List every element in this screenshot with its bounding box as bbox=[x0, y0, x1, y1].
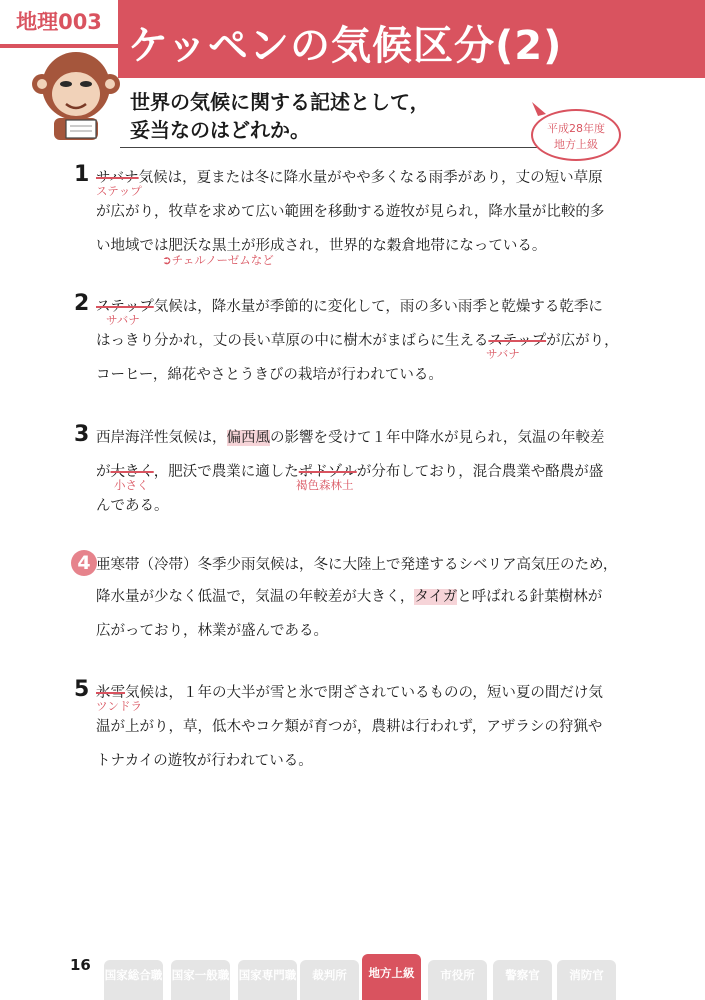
choice-line: コーヒー，綿花やさとうきびの栽培が行われている。 bbox=[96, 367, 443, 383]
correction-label: ツンドラ bbox=[96, 699, 142, 713]
choice-text: が広がり， bbox=[546, 333, 619, 349]
correction-label: サバナ bbox=[486, 347, 520, 361]
choice-text: 気候は，降水量が季節的に変化して，雨の多い雨季と乾燥する乾季に bbox=[153, 299, 603, 315]
question-text bbox=[130, 88, 430, 144]
choice-text: が bbox=[96, 464, 111, 480]
tab-shiyakusho: 市役所 bbox=[428, 960, 487, 1000]
struck-term: 氷雪 bbox=[96, 685, 125, 701]
choice-line bbox=[96, 426, 604, 447]
choice-line: 亜寒帯（冷帯）冬季少雨気候は，冬に大陸上で発達するシベリア高気圧のため， bbox=[96, 557, 618, 573]
tab-kokka-ippan: 国家一般職 bbox=[171, 960, 230, 1000]
annotation-text: チェルノーゼムなど bbox=[171, 253, 274, 267]
choice-text: 降水量が少なく低温で，気温の年較差が大きく， bbox=[96, 589, 415, 605]
choice-line: トナカイの遊牧が行われている。 bbox=[96, 753, 313, 769]
correction-label: サバナ bbox=[106, 313, 140, 327]
choice-text: はっきり分かれ，丈の長い草原の中に樹木がまばらに生える bbox=[96, 333, 489, 349]
tab-kokka-senmon: 国家専門職 bbox=[238, 960, 297, 1000]
choice-line bbox=[96, 295, 603, 316]
correction-label: 小さく bbox=[114, 478, 149, 492]
choice-text: の影響を受けて１年中降水が見られ，気温の年較差 bbox=[270, 430, 605, 446]
choice-line: 広がっており，林業が盛んである。 bbox=[96, 623, 328, 639]
monkey-mascot-icon bbox=[26, 40, 126, 144]
tab-chiho-jokyu: 地方上級 bbox=[362, 954, 421, 1000]
question-underline bbox=[120, 147, 550, 148]
choice-line bbox=[96, 166, 603, 187]
choice-line: 温が上がり，草，低木やコケ類が育つが，農耕は行われず，アザラシの狩猟や bbox=[96, 719, 603, 735]
highlighted-term: タイガ bbox=[414, 589, 458, 605]
struck-term: ステップ bbox=[96, 299, 154, 315]
choice-line: んである。 bbox=[96, 498, 169, 514]
correction-label: ステップ bbox=[96, 184, 142, 198]
correct-answer-number: 4 bbox=[71, 550, 97, 576]
subject-tab: 地理003 bbox=[0, 0, 118, 44]
choice-number: 1 bbox=[74, 162, 90, 187]
question-line-2: 妥当なのはどれか。 bbox=[130, 118, 310, 142]
choice-text: が分布しており，混合農業や酪農が盛 bbox=[356, 464, 604, 480]
struck-term: 大きく bbox=[110, 464, 154, 480]
choice-number: 3 bbox=[74, 422, 90, 447]
struck-term: ステップ bbox=[488, 333, 547, 349]
page-number: 16 bbox=[70, 956, 91, 974]
annotation-note bbox=[162, 252, 274, 268]
choice-text: 西岸海洋性気候は， bbox=[96, 430, 227, 446]
arrow-circle-icon: ➲ bbox=[162, 253, 172, 267]
tab-saibansho: 裁判所 bbox=[300, 960, 359, 1000]
choice-line bbox=[96, 329, 619, 350]
choice-line: い地域では肥沃な黒土が形成され，世界的な穀倉地帯になっている。 bbox=[96, 238, 547, 254]
choice-number: 2 bbox=[74, 291, 90, 316]
tab-kokka-sogo: 国家総合職 bbox=[104, 960, 163, 1000]
question-line-1: 世界の気候に関する記述として， bbox=[130, 90, 430, 114]
tab-keisatsukan: 警察官 bbox=[493, 960, 552, 1000]
choice-text: ，肥沃で農業に適した bbox=[153, 464, 299, 480]
choice-text: と呼ばれる針葉樹林が bbox=[457, 589, 603, 605]
page-title: ケッペンの気候区分(2) bbox=[128, 23, 563, 69]
exam-badge-year: 平成28年度 bbox=[547, 122, 605, 135]
struck-term: ポドゾル bbox=[298, 464, 357, 480]
choice-line: が広がり，牧草を求めて広い範囲を移動する遊牧が見られ，降水量が比較的多 bbox=[96, 204, 605, 220]
choice-text: 気候は，１年の大半が雪と氷で閉ざされているものの，短い夏の間だけ気 bbox=[125, 685, 603, 701]
exam-badge bbox=[531, 109, 621, 161]
exam-badge-level: 地方上級 bbox=[554, 138, 598, 151]
tab-shobokan: 消防官 bbox=[557, 960, 616, 1000]
choice-line bbox=[96, 681, 603, 702]
struck-term: サバナ bbox=[96, 170, 139, 186]
correction-label: 褐色森林土 bbox=[296, 478, 354, 492]
highlighted-term: 偏西風 bbox=[226, 430, 270, 446]
choice-line bbox=[96, 585, 602, 606]
choice-number: 5 bbox=[74, 677, 90, 702]
choice-text: 気候は，夏または冬に降水量がやや多くなる雨季があり，丈の短い草原 bbox=[138, 170, 603, 186]
